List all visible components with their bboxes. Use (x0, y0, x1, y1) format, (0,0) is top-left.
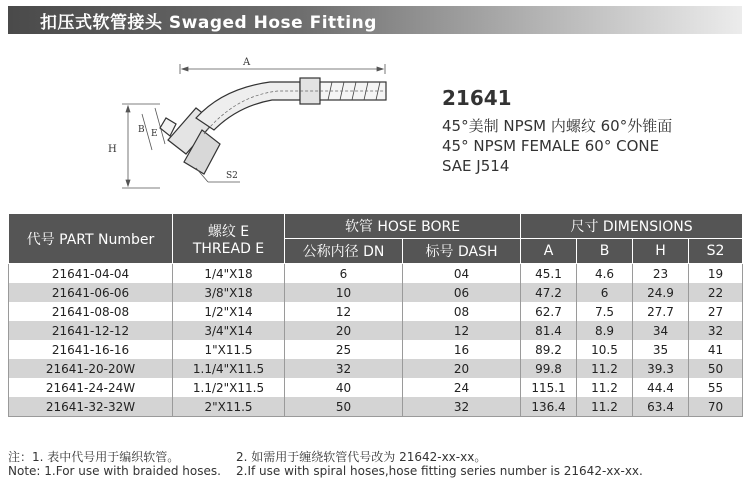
cell-s2: 22 (689, 283, 743, 302)
table-row (9, 378, 743, 397)
spec-table-body (9, 264, 743, 417)
cell-part: 21641-06-06 (9, 283, 173, 302)
title-banner (8, 6, 742, 34)
cell-dn: 10 (285, 283, 403, 302)
cell-thread: 1.1/4"X11.5 (173, 359, 285, 378)
dimension-a (180, 64, 385, 74)
table-row (9, 264, 743, 284)
cell-a: 115.1 (521, 378, 577, 397)
cell-a: 136.4 (521, 397, 577, 417)
cell-b: 6 (577, 283, 633, 302)
cell-b: 7.5 (577, 302, 633, 321)
header-dn: 公称内径 DN (285, 239, 403, 264)
header-a: A (521, 239, 577, 264)
cell-a: 45.1 (521, 264, 577, 284)
table-row (9, 359, 743, 378)
cell-s2: 19 (689, 264, 743, 284)
cell-part: 21641-20-20W (9, 359, 173, 378)
note-en-1: Note: 1.For use with braided hoses. (8, 464, 221, 478)
note-cn-1: 注：1. 表中代号用于编织软管。 (8, 450, 180, 464)
cell-b: 4.6 (577, 264, 633, 284)
cell-dn: 40 (285, 378, 403, 397)
page-title: 扣压式软管接头 Swaged Hose Fitting (40, 13, 377, 33)
cell-a: 47.2 (521, 283, 577, 302)
cell-dash: 20 (403, 359, 521, 378)
cell-b: 11.2 (577, 378, 633, 397)
cell-a: 99.8 (521, 359, 577, 378)
notes-en-row (8, 464, 742, 480)
note-en-2: 2.If use with spiral hoses,hose fitting series number is 21642-xx-xx. (236, 464, 643, 478)
cell-part: 21641-32-32W (9, 397, 173, 417)
cell-part: 21641-12-12 (9, 321, 173, 340)
product-desc-cn: 45°美制 NPSM 内螺纹 60°外锥面 (442, 117, 673, 135)
cell-s2: 50 (689, 359, 743, 378)
cell-s2: 70 (689, 397, 743, 417)
note-cn-2: 2. 如需用于缠绕软管代号改为 21642-xx-xx。 (236, 450, 487, 464)
cell-thread: 2"X11.5 (173, 397, 285, 417)
fitting-body (160, 78, 386, 174)
header-dimensions: 尺寸 DIMENSIONS (521, 214, 743, 239)
cell-part: 21641-08-08 (9, 302, 173, 321)
cell-b: 8.9 (577, 321, 633, 340)
product-desc-en: 45° NPSM FEMALE 60° CONE (442, 137, 660, 155)
cell-s2: 55 (689, 378, 743, 397)
label-a: A (243, 57, 251, 68)
cell-a: 62.7 (521, 302, 577, 321)
cell-dash: 04 (403, 264, 521, 284)
header-h: H (633, 239, 689, 264)
cell-dash: 32 (403, 397, 521, 417)
cell-thread: 3/8"X18 (173, 283, 285, 302)
label-h: H (108, 144, 117, 155)
notes (8, 448, 742, 480)
cell-part: 21641-16-16 (9, 340, 173, 359)
cell-s2: 27 (689, 302, 743, 321)
table-row (9, 283, 743, 302)
cell-h: 63.4 (633, 397, 689, 417)
cell-dn: 50 (285, 397, 403, 417)
fitting-drawing (100, 42, 430, 212)
header-b: B (577, 239, 633, 264)
cell-dash: 12 (403, 321, 521, 340)
cell-dn: 32 (285, 359, 403, 378)
cell-a: 81.4 (521, 321, 577, 340)
cell-s2: 41 (689, 340, 743, 359)
product-code: 21641 (442, 86, 512, 110)
header-thread-cn: 螺纹 E (207, 223, 250, 240)
cell-h: 24.9 (633, 283, 689, 302)
product-info (442, 86, 672, 176)
cell-s2: 32 (689, 321, 743, 340)
cell-dn: 12 (285, 302, 403, 321)
cell-b: 10.5 (577, 340, 633, 359)
cell-h: 23 (633, 264, 689, 284)
header-thread-en: THREAD E (192, 240, 265, 257)
dimension-h (122, 104, 160, 188)
table-row (9, 321, 743, 340)
cell-h: 27.7 (633, 302, 689, 321)
table-row (9, 397, 743, 417)
cell-b: 11.2 (577, 359, 633, 378)
table-row (9, 302, 743, 321)
cell-dn: 20 (285, 321, 403, 340)
table-header-row-1 (9, 214, 743, 239)
cell-dash: 08 (403, 302, 521, 321)
cell-part: 21641-24-24W (9, 378, 173, 397)
cell-dn: 25 (285, 340, 403, 359)
cell-thread: 1.1/2"X11.5 (173, 378, 285, 397)
cell-dash: 16 (403, 340, 521, 359)
header-hose-bore: 软管 HOSE BORE (285, 214, 521, 239)
cell-h: 35 (633, 340, 689, 359)
label-s2: S2 (226, 171, 238, 181)
cell-dn: 6 (285, 264, 403, 284)
header-part-number: 代号 PART Number (9, 214, 173, 264)
cell-h: 34 (633, 321, 689, 340)
cell-a: 89.2 (521, 340, 577, 359)
cell-h: 44.4 (633, 378, 689, 397)
notes-cn-row (8, 448, 742, 464)
spec-table (8, 213, 743, 417)
table-row (9, 340, 743, 359)
cell-h: 39.3 (633, 359, 689, 378)
cell-part: 21641-04-04 (9, 264, 173, 284)
header-s2: S2 (689, 239, 743, 264)
header-thread (173, 214, 285, 264)
cell-b: 11.2 (577, 397, 633, 417)
cell-thread: 1/2"X14 (173, 302, 285, 321)
cell-thread: 1"X11.5 (173, 340, 285, 359)
cell-thread: 1/4"X18 (173, 264, 285, 284)
header-dash: 标号 DASH (403, 239, 521, 264)
label-e: E (151, 129, 158, 139)
label-b: B (138, 125, 145, 135)
product-standard: SAE J514 (442, 157, 510, 175)
cell-dash: 06 (403, 283, 521, 302)
cell-dash: 24 (403, 378, 521, 397)
cell-thread: 3/4"X14 (173, 321, 285, 340)
